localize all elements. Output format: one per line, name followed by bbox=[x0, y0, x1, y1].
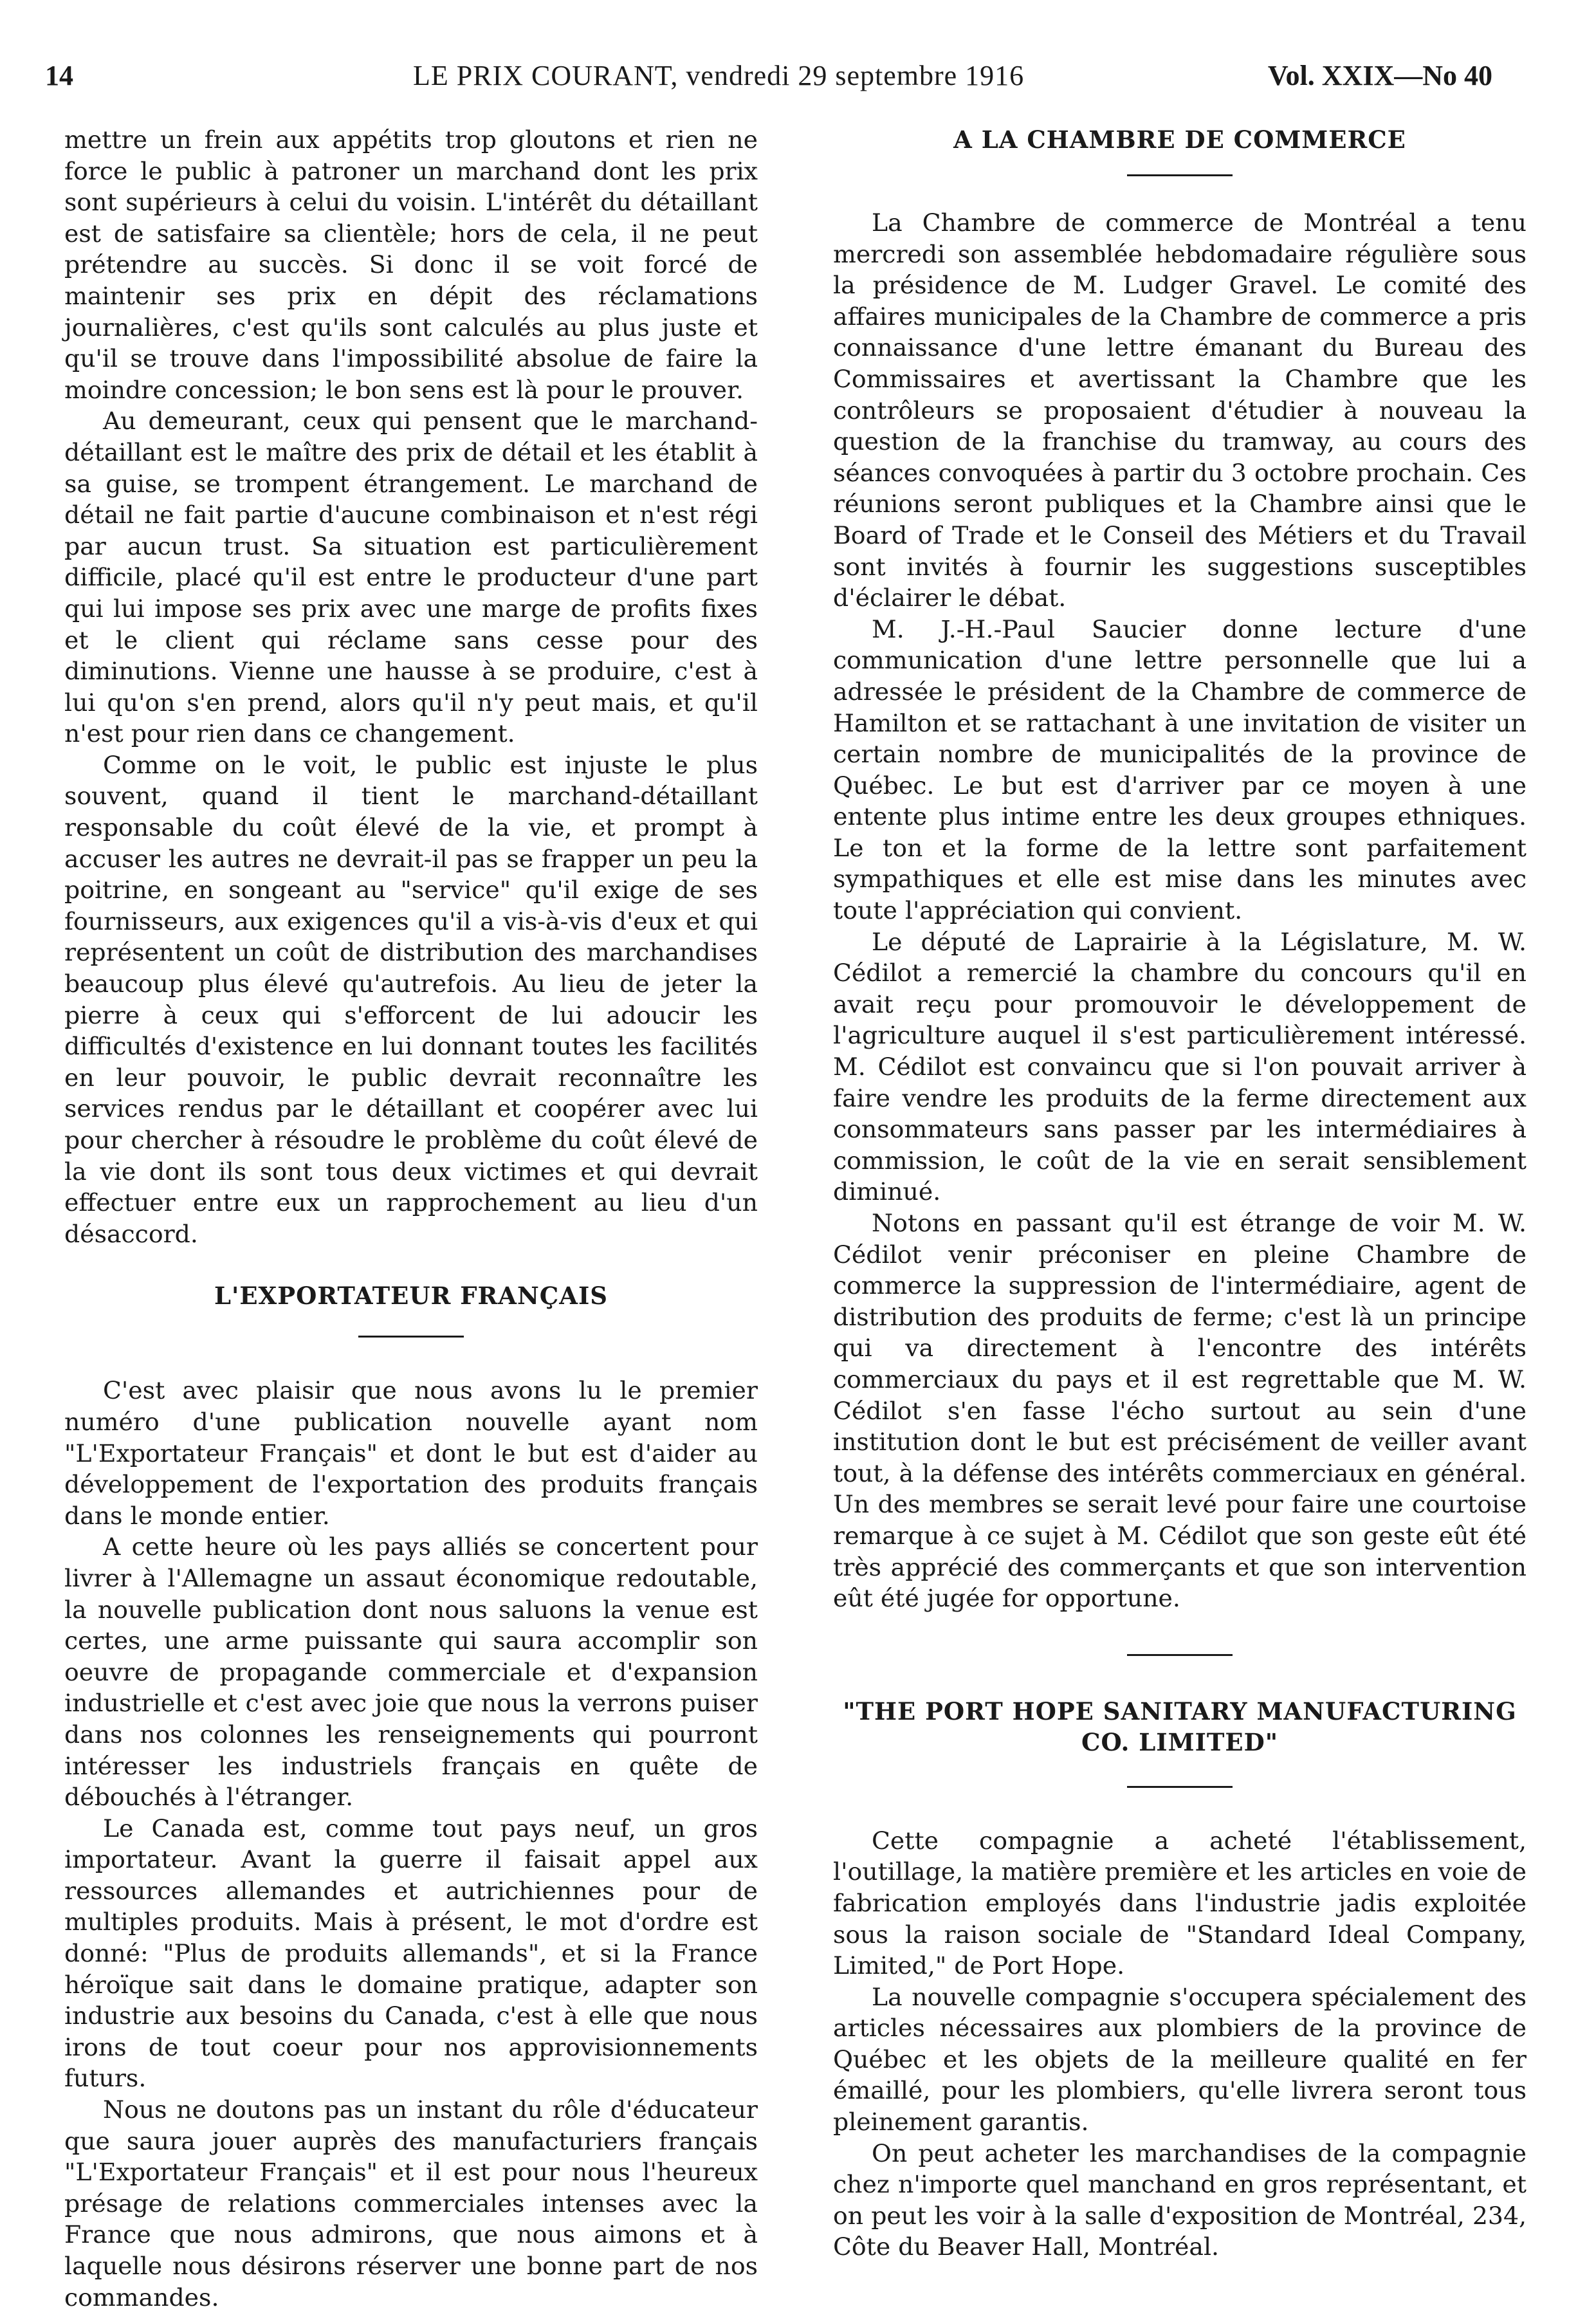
section-title bbox=[833, 1696, 1527, 1758]
article-paragraph: La nouvelle compagnie s'occupera spécialement des articles nécessaires aux plombiers de la province de Québec et les objets de la meilleure qualité en fer émaillé, pour les plombiers, qu'elle livrera seront tous pleinement garantis. bbox=[833, 1982, 1527, 2137]
article-exportateur bbox=[64, 1280, 758, 2313]
section-title-line: CO. LIMITED" bbox=[1081, 1727, 1278, 1756]
article-paragraph: mettre un frein aux appétits trop gloutons et rien ne force le public à patroner un marchand dont les prix sont supérieurs à celui du voisin. L'intérêt du détaillant est de satisfaire sa clientèle; hors de cela, il ne peut prétendre au succès. Si donc il se voit forcé de maintenir ses prix en dépit des réclamations journalières, c'est qu'ils sont calculés au plus juste et qu'il se trouve dans l'impossibilité absolue de faire la moindre concession; le bon sens est là pour le prouver. bbox=[64, 125, 758, 404]
section-title: A LA CHAMBRE DE COMMERCE bbox=[953, 125, 1406, 154]
running-title: LE PRIX COURANT, vendredi 29 septembre 1916 bbox=[413, 60, 1025, 91]
article-paragraph: On peut acheter les marchandises de la compagnie chez n'importe quel manchand en gros représentant, et on peut les voir à la salle d'exposition de Montréal, 234, Côte du Beaver Hall, Montréal. bbox=[833, 2139, 1527, 2261]
article-paragraph: M. J.-H.-Paul Saucier donne lecture d'une communication d'une lettre personnelle que lui a adressée le président de la Chambre de commerce de Hamilton et se rattachant à une invitation de visiter un certain nombre de municipalités de la province de Québec. Le but est d'arriver par ce moyen à une entente plus intime entre les deux groupes ethniques. Le ton et la forme de la lettre sont parfaitement sympathiques et elle est mise dans les minutes avec toute l'appréciation qui convient. bbox=[833, 614, 1527, 925]
article-paragraph: A cette heure où les pays alliés se concertent pour livrer à l'Allemagne un assaut économique redoutable, la nouvelle publication dont nous saluons la venue est certes, une arme puissante qui saura accomplir son oeuvre de propagande commerciale et d'expansion industrielle et c'est avec joie que nous la verrons puiser dans nos colonnes les renseignements qui pourront intéresser les industriels français en quête de débouchés à l'étranger. bbox=[64, 1532, 758, 1812]
article-paragraph: Notons en passant qu'il est étrange de voir M. W. Cédilot venir préconiser en pleine Chambre de commerce la suppression de l'intermédiaire, agent de distribution des produits de ferme; c'est là un principe qui va directement à l'encontre des intérêts commerciaux du pays et il est regrettable que M. W. Cédilot s'en fasse l'écho surtout au sein d'une institution dont le but est précisément de veiller avant tout, à la défense des intérêts commerciaux en général. Un des membres se serait levé pour faire une courtoise remarque à ce sujet à M. Cédilot que son geste eût été très apprécié des commerçants et que son intervention eût été jugée for opportune. bbox=[833, 1209, 1527, 1613]
article-paragraph: Au demeurant, ceux qui pensent que le marchand-détaillant est le maître des prix de détail et les établit à sa guise, se trompent étrangement. Le marchand de détail ne fait partie d'aucune combinaison et n'est régi par aucun trust. Sa situation est particulièrement difficile, placé qu'il est entre le producteur d'une part qui lui impose ses prix avec une marge de profits fixes et le client qui réclame sans cesse pour des diminutions. Vienne une hausse à se produire, c'est à lui qu'on s'en prend, alors qu'il n'y peut mais, et qu'il n'est pour rien dans ce changement. bbox=[64, 407, 758, 748]
right-column bbox=[833, 124, 1527, 2263]
article-paragraph: Nous ne doutons pas un instant du rôle d'éducateur que saura jouer auprès des manufacturiers français "L'Exportateur Français" et il est pour nous l'heureux présage de relations commerciales intenses avec la France que nous admirons, que nous aimons et à laquelle nous désirons réserver une bonne part de nos commandes. bbox=[64, 2095, 758, 2312]
section-divider bbox=[1127, 174, 1233, 176]
article-chambre-commerce bbox=[833, 124, 1527, 1614]
section-divider bbox=[1127, 1786, 1233, 1788]
section-divider bbox=[358, 1336, 464, 1338]
volume-number: Vol. XXIX—No 40 bbox=[1267, 60, 1492, 91]
article-paragraph: La Chambre de commerce de Montréal a tenu mercredi son assemblée hebdomadaire régulière sous la présidence de M. Ludger Gravel. Le comité des affaires municipales de la Chambre de commerce a pris connaissance d'une lettre émanant du Bureau des Commissaires et avertissant la Chambre que les contrôleurs se proposaient d'étudier à nouveau la question de la franchise du tramway, au cours des séances convoquées à partir du 3 octobre prochain. Ces réunions seront publiques et la Chambre ainsi que le Board of Trade et le Conseil des Métiers et du Travail sont invités à fournir les suggestions susceptibles d'éclairer le débat. bbox=[833, 208, 1527, 612]
article-paragraph: Le Canada est, comme tout pays neuf, un gros importateur. Avant la guerre il faisait appel aux ressources allemandes et autrichiennes pour de multiples produits. Mais à présent, le mot d'ordre est donné: "Plus de produits allemands", et si la France héroïque sait dans le domaine pratique, adapter son industrie aux besoins du Canada, c'est à elle que nous irons de tout coeur pour nos approvisionnements futurs. bbox=[64, 1814, 758, 2093]
continued-article bbox=[64, 124, 758, 1249]
section-title-line: "THE PORT HOPE SANITARY MANUFACTURING bbox=[843, 1697, 1517, 1725]
page-number: 14 bbox=[45, 60, 73, 91]
page-header bbox=[45, 59, 1492, 104]
section-title: L'EXPORTATEUR FRANÇAIS bbox=[214, 1282, 608, 1311]
article-paragraph: Comme on le voit, le public est injuste le plus souvent, quand il tient le marchand-détaillant responsable du coût élevé de la vie, et prompt à accuser les autres ne devrait-il pas se frapper un peu la poitrine, en songeant au "service" qu'il exige de ses fournisseurs, aux exigences qu'il a vis-à-vis d'eux et qui représentent un coût de distribution des marchandises beaucoup plus élevé qu'autrefois. Au lieu de jeter la pierre à ceux qui s'efforcent de lui adoucir les difficultés d'existence en lui donnant toutes les facilités en leur pouvoir, le public devrait reconnaître les services rendus par le détaillant et coopérer avec lui pour chercher à résoudre le problème du coût élevé de la vie dont ils sont tous deux victimes et qui devrait effectuer entre eux un rapprochement au lieu d'un désaccord. bbox=[64, 750, 758, 1248]
article-paragraph: Cette compagnie a acheté l'établissement, l'outillage, la matière première et les articles en voie de fabrication employés dans l'industrie jadis exploitée sous la raison sociale de "Standard Ideal Company, Limited," de Port Hope. bbox=[833, 1826, 1527, 1980]
article-paragraph: Le député de Laprairie à la Législature, M. W. Cédilot a remercié la chambre du concours qu'il en avait reçu pour promouvoir le développement de l'agriculture auquel il s'est particulièrement intéressé. M. Cédilot est convaincu que si l'on pouvait arriver à faire vendre les produits de la ferme directement aux consommateurs sans passer par les intermédiaires à commission, le coût de la vie en serait sensiblement diminué. bbox=[833, 927, 1527, 1206]
article-separator bbox=[1127, 1654, 1233, 1656]
article-paragraph: C'est avec plaisir que nous avons lu le premier numéro d'une publication nouvelle ayant nom "L'Exportateur Français" et dont le but est d'aider au développement de l'exportation des produits français dans le monde entier. bbox=[64, 1376, 758, 1530]
left-column bbox=[64, 124, 758, 2313]
article-port-hope bbox=[833, 1696, 1527, 2263]
